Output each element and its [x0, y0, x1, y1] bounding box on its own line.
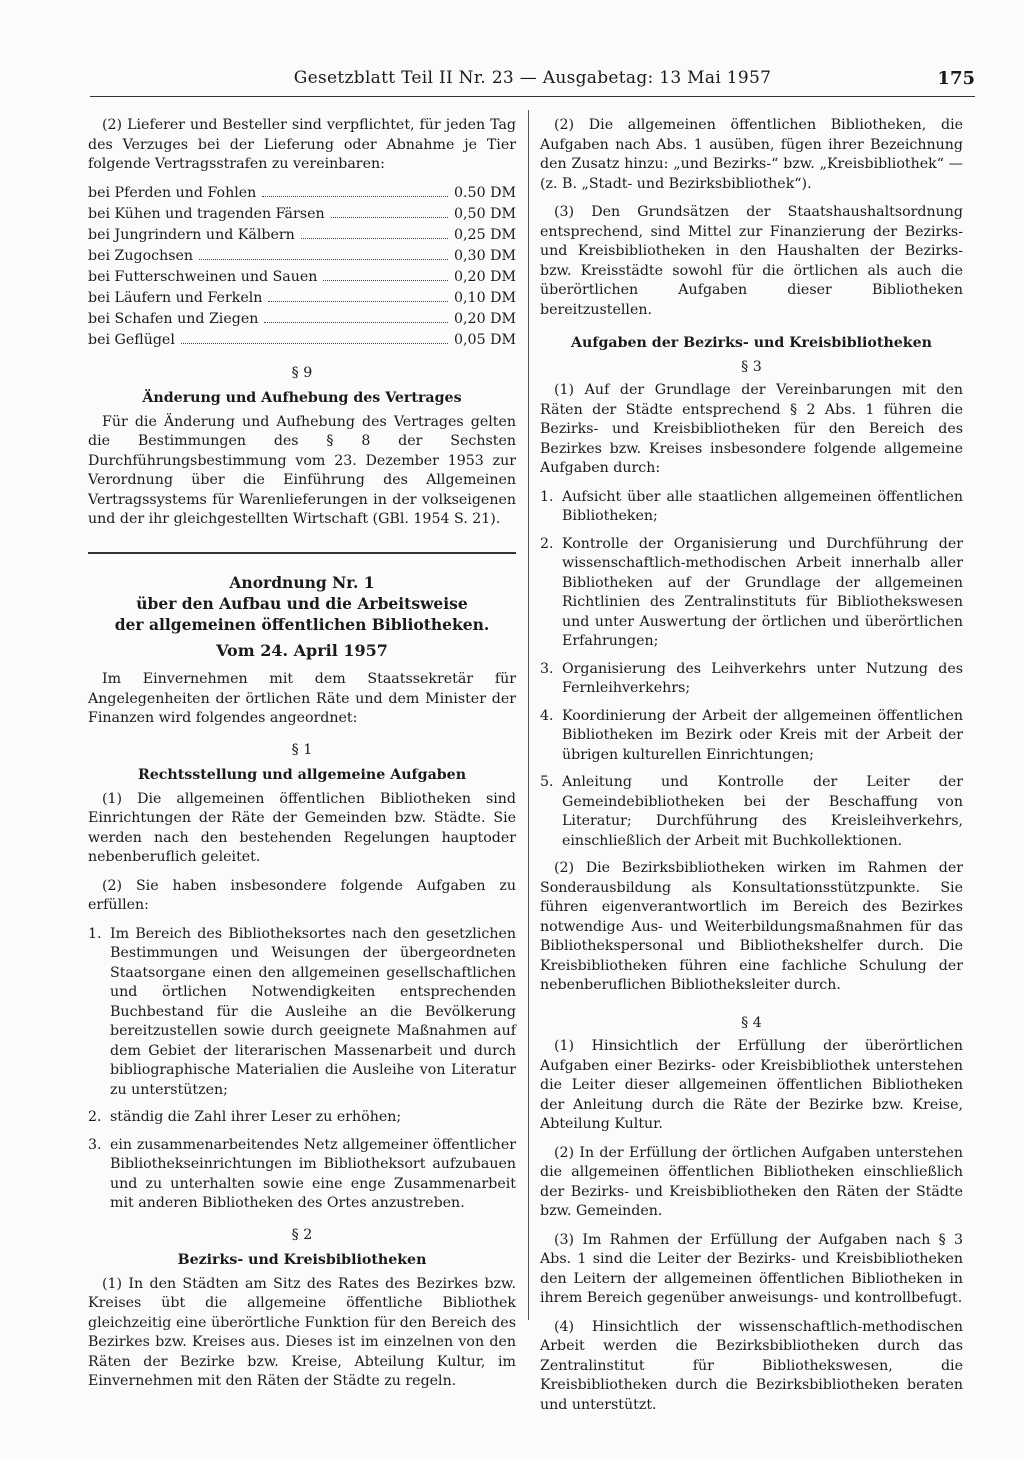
column-divider: [528, 110, 529, 1320]
penalty-intro: (2) Lieferer und Besteller sind verpflichtet, für jeden Tag des Verzuges bei der Lieferung oder Abnahme je Tier folgende Vertragsstrafen zu vereinbaren:: [88, 117, 516, 172]
list-item-number: 1.: [540, 488, 554, 505]
fee-row: [88, 226, 516, 247]
section-4-paragraph: (3) Im Rahmen der Erfüllung der Aufgaben nach § 3 Abs. 1 sind die Leiter der Bezirks- und Kreisbibliotheken den Leitern der allgemeinen öffentlichen Bibliotheken in ihrem Bereich gegenüber anweisungs- und kontrollbefugt.: [540, 1231, 963, 1306]
dot-leader: [262, 196, 448, 197]
section-9-number: § 9: [291, 364, 313, 381]
fee-value: 0,30 DM: [454, 247, 517, 264]
list-item: [540, 707, 963, 766]
right-column: [540, 116, 963, 1424]
fee-row: [88, 205, 516, 226]
list-item-number: 1.: [88, 925, 102, 942]
fee-value: 0,05 DM: [454, 331, 517, 348]
fee-row: [88, 247, 516, 268]
list-item-text: ständig die Zahl ihrer Leser zu erhöhen;: [110, 1109, 402, 1125]
section-4-number: § 4: [741, 1014, 762, 1031]
list-item: [540, 488, 963, 527]
section-1-title: Rechtsstellung und allgemeine Aufgaben: [137, 767, 467, 783]
fee-row: [88, 184, 516, 205]
left-column: [88, 116, 516, 1401]
list-item-text: Aufsicht über alle staatlichen allgemeinen öffentlichen Bibliotheken;: [562, 488, 963, 524]
header-title: Gesetzblatt Teil II Nr. 23 — Ausgabetag: 13 Mai 1957: [293, 68, 772, 88]
list-item-number: 5.: [540, 774, 554, 790]
ordinance-title-line: über den Aufbau und die Arbeitsweise: [136, 593, 468, 613]
ordinance-intro: Im Einvernehmen mit dem Staatssekretär für Angelegenheiten der örtlichen Räte und dem Minister der Finanzen wird folgendes angeordnet:: [88, 671, 516, 726]
dot-leader: [268, 301, 448, 302]
fee-value: 0,25 DM: [454, 226, 517, 243]
section-4-paragraph: (2) In der Erfüllung der örtlichen Aufgaben unterstehen die allgemeinen öffentlichen Bibliotheken einschließlich der Bezirks- und Kreisbibliotheken den Räten der Städte bzw. Gemeinden.: [540, 1144, 963, 1219]
ordinance-title: [88, 572, 516, 635]
fee-row: [88, 289, 516, 310]
section-2-number: § 2: [291, 1226, 313, 1243]
list-item: [540, 773, 963, 851]
list-item-number: 3.: [540, 660, 554, 677]
dot-leader: [199, 259, 448, 260]
section-4-paragraph: (4) Hinsichtlich der wissenschaftlich-methodischen Arbeit werden die Bezirksbibliotheken durch das Zentralinstitut für Bibliothekswesen, die Kreisbibliotheken durch die Bezirksbibliotheken beraten und unterstützt.: [540, 1318, 963, 1413]
list-item-text: Koordinierung der Arbeit der allgemeinen öffentlichen Bibliotheken im Bezirk oder Kreis mit der Arbeit der übrigen kulturellen Einrichtungen;: [562, 707, 963, 763]
fee-label: bei Futterschweinen und Sauen: [88, 268, 318, 285]
fee-label: bei Pferden und Fohlen: [88, 184, 257, 201]
fee-row: [88, 268, 516, 289]
list-item-text: Anleitung und Kontrolle der Leiter der Gemeindebibliotheken bei der Beschaffung von Literatur; Durchführung des Kreisleihverkehrs, einschließlich der Arbeit mit Buchkollektionen.: [562, 774, 963, 849]
list-item-number: 4.: [540, 707, 554, 724]
fee-label: bei Zugochsen: [88, 247, 194, 264]
fee-value: 0,20 DM: [454, 268, 517, 285]
ordinance-title-line: Anordnung Nr. 1: [229, 572, 375, 592]
page-header: [90, 68, 975, 98]
list-item-text: ein zusammenarbeitendes Netz allgemeiner öffentlicher Bibliothekseinrichtungen im Bibliotheksort aufzubauen und zu unterhalten sowie eine enge Zusammenarbeit mit anderen Bibliotheken des Ortes anzustreben.: [110, 1136, 516, 1211]
section-3-paragraph: (2) Die Bezirksbibliotheken wirken im Rahmen der Sonderausbildung als Konsultationsstützpunkte. Sie führen eigenverantwortlich im Bereich des Bezirkes notwendige Aus- und Weiterbildungsmaßnahmen für das Bibliothekspersonal und Bibliothekshelfer durch. Die Kreisbibliotheken führen eine fachliche Schulung der nebenberuflichen Bibliotheksleiter durch.: [540, 860, 963, 993]
list-item-text: Organisierung des Leihverkehrs unter Nutzung des Fernleihverkehrs;: [562, 660, 963, 696]
section-9-text: Für die Änderung und Aufhebung des Vertrages gelten die Bestimmungen des § 8 der Sechsten Durchführungsbestimmung vom 23. Dezember 1953 zur Verordnung über die Einführung des Allgemeinen Vertragssystems für Warenlieferungen in der volkseigenen und der ihr gleichgestellten Wirtschaft (GBl. 1954 S. 21).: [88, 413, 516, 527]
fee-value: 0,50 DM: [454, 205, 517, 222]
list-item: [88, 1136, 516, 1214]
fee-label: bei Läufern und Ferkeln: [88, 289, 263, 306]
list-item: [540, 660, 963, 699]
section-2-paragraph: (2) Die allgemeinen öffentlichen Bibliotheken, die Aufgaben nach Abs. 1 ausüben, fügen ihrer Bezeichnung den Zusatz hinzu: „und Bezirks-“ bzw. „Kreisbibliothek“ — (z. B. „Stadt- und Bezirksbibliothek“).: [540, 117, 963, 192]
section-2-paragraph: (3) Den Grundsätzen der Staatshaushaltsordnung entsprechend, sind Mittel zur Finanzierung der Bezirks- und Kreisbibliotheken in den Haushalten der Bezirks- bzw. Kreisstädte sowohl für die örtlichen als auch die überörtlichen Aufgaben dieser Bibliotheken bereitzustellen.: [540, 204, 963, 318]
fee-label: bei Geflügel: [88, 331, 175, 348]
fee-label: bei Jungrindern und Kälbern: [88, 226, 295, 243]
dot-leader: [264, 322, 448, 323]
ordinance-title-line: der allgemeinen öffentlichen Bibliotheken.: [114, 614, 490, 634]
list-item-text: Im Bereich des Bibliotheksortes nach den gesetzlichen Bestimmungen und Weisungen der übergeordneten Staatsorgane einen den allgemeinen gesellschaftlichen und örtlichen Notwendigkeiten entsprechenden Buchbestand für die Ausleihe an die Bevölkerung bereitzustellen sowie durch geeignete Maßnahmen auf dem Gebiet der literarischen Massenarbeit und durch bibliographische Materialien die Ausleihe von Literatur zu unterstützen;: [110, 925, 516, 1098]
section-9-title: Änderung und Aufhebung des Vertrages: [142, 390, 462, 406]
dot-leader: [323, 280, 448, 281]
fee-label: bei Schafen und Ziegen: [88, 310, 259, 327]
fee-value: 0,10 DM: [454, 289, 517, 306]
section-1-paragraph: (2) Sie haben insbesondere folgende Aufgaben zu erfüllen:: [88, 877, 516, 913]
header-rule: [90, 96, 975, 97]
section-rule: [88, 552, 516, 554]
list-item-number: 3.: [88, 1136, 102, 1153]
dot-leader: [301, 238, 448, 239]
section-4-paragraph: (1) Hinsichtlich der Erfüllung der überörtlichen Aufgaben einer Bezirks- oder Kreisbibliothek unterstehen die Leiter dieser allgemeinen öffentlichen Bibliotheken der Anleitung durch die Räte der Bezirke bzw. Kreise, Abteilung Kultur.: [540, 1038, 963, 1132]
section-1-number: § 1: [291, 741, 313, 758]
section-2-paragraph: (1) In den Städten am Sitz des Rates des Bezirkes bzw. Kreises übt die allgemeine öffentliche Bibliothek gleichzeitig eine überörtliche Funktion für den Bereich des Bezirkes bzw. Kreises aus. Dieses ist im einzelnen von den Räten der Bezirke bzw. Kreise, Abteilung Kultur, im Einvernehmen mit den Räten der Städte zu regeln.: [88, 1275, 516, 1389]
page-number: 175: [937, 68, 975, 89]
list-item: [540, 535, 963, 652]
dot-leader: [181, 343, 448, 344]
list-item-number: 2.: [88, 1109, 102, 1125]
section-1-paragraph: (1) Die allgemeinen öffentlichen Bibliotheken sind Einrichtungen der Räte der Gemeinden bzw. Städte. Sie werden nach den bestehenden Regelungen hauptoder nebenberuflich geleitet.: [88, 790, 516, 865]
list-item-text: Kontrolle der Organisierung und Durchführung der wissenschaftlich-methodischen Arbeit innerhalb aller Bibliotheken auf der Grundlage der allgemeinen Richtlinien des Zentralinstituts für Bibliothekswesen und unter Auswertung der örtlichen und überörtlichen Erfahrungen;: [562, 535, 963, 649]
fee-label: bei Kühen und tragenden Färsen: [88, 205, 325, 222]
list-item-number: 2.: [540, 535, 554, 552]
penalty-list: [88, 184, 516, 352]
dot-leader: [331, 217, 448, 218]
ordinance-date: Vom 24. April 1957: [216, 640, 388, 660]
fee-row: [88, 310, 516, 331]
fee-row: [88, 331, 516, 352]
list-item: [88, 1108, 516, 1128]
section-3-paragraph: (1) Auf der Grundlage der Vereinbarungen mit den Räten der Städte entsprechend § 2 Abs. 1 führen die Bezirks- und Kreisbibliotheken für den Bereich des Bezirkes bzw. Kreises insbesondere folgende allgemeine Aufgaben durch:: [540, 382, 963, 476]
section-3-number: § 3: [741, 358, 762, 375]
fee-value: 0.50 DM: [454, 184, 517, 201]
section-3-title: Aufgaben der Bezirks- und Kreisbibliotheken: [571, 335, 932, 351]
section-2-title: Bezirks- und Kreisbibliotheken: [177, 1252, 427, 1268]
list-item: [88, 925, 516, 1101]
fee-value: 0,20 DM: [454, 310, 517, 327]
